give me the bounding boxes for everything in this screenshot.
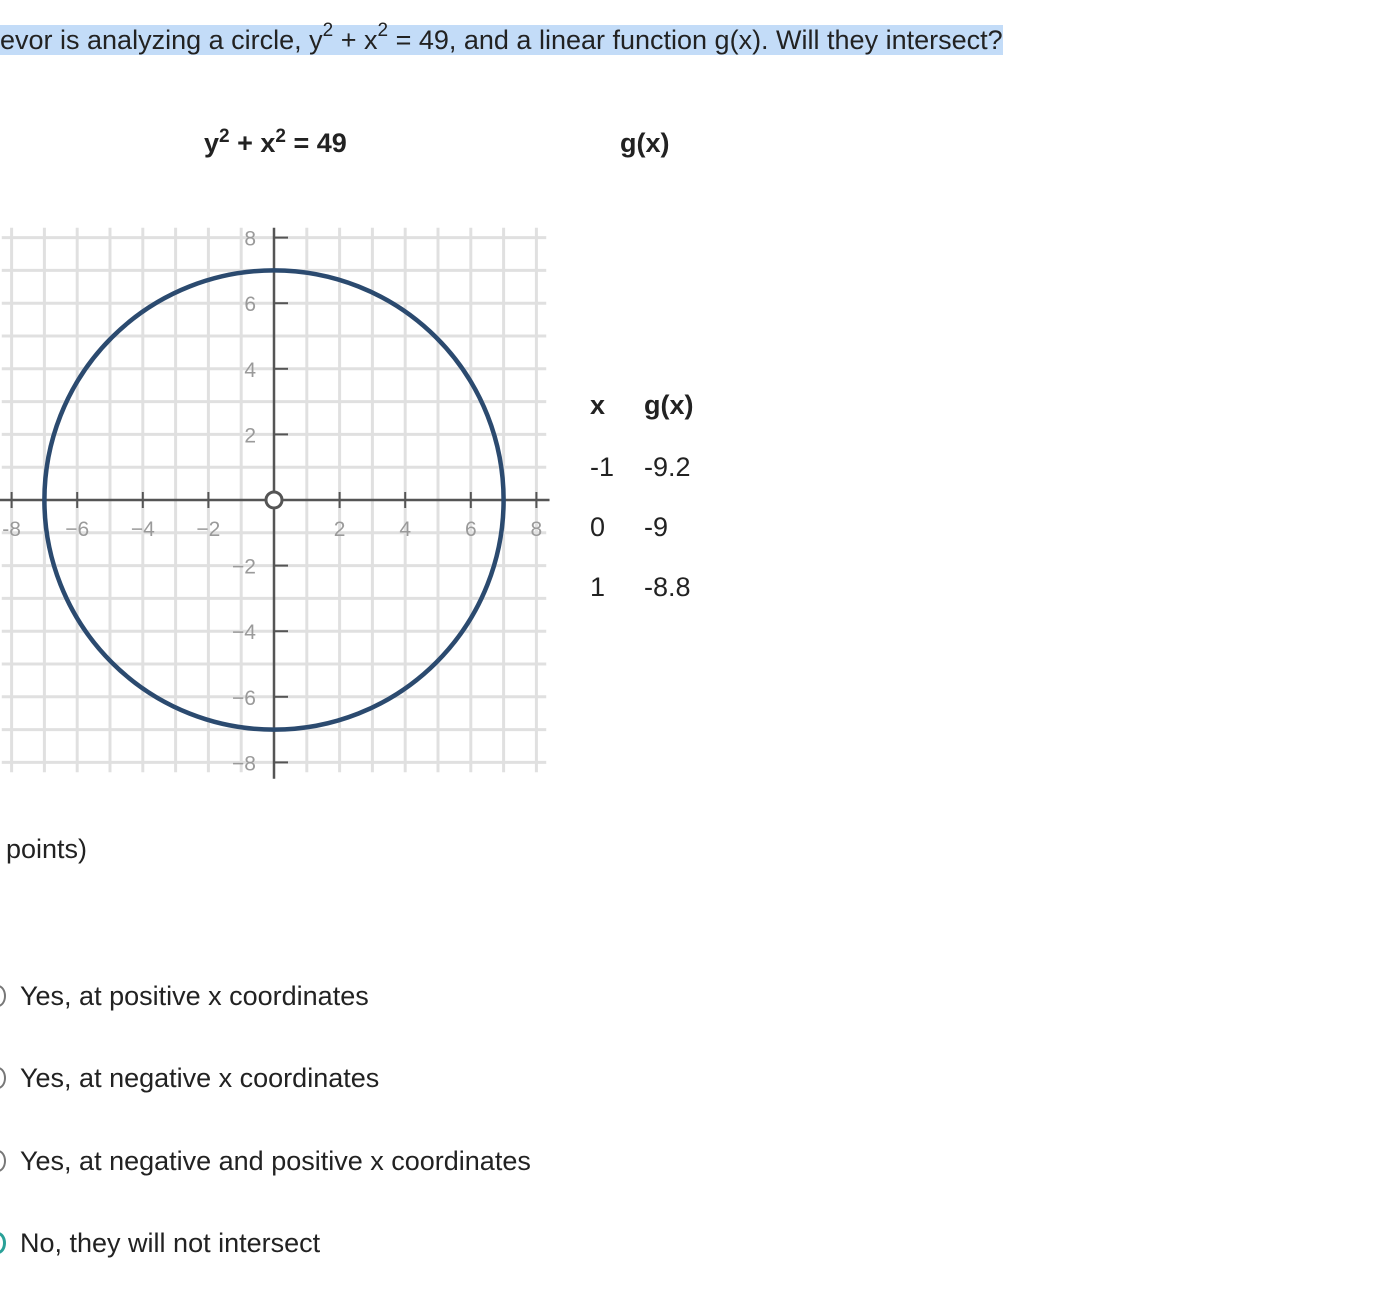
question-highlight: evor is analyzing a circle, $y^2 + x^2 = 49$, and a linear function g(x). Will they intersect? <box>0 20 1003 55</box>
x-tick-label: −4 <box>130 518 155 541</box>
x-tick-label: 8 <box>530 518 543 541</box>
points-label: points) <box>6 834 88 864</box>
y-tick-label: 8 <box>244 227 256 251</box>
y-tick-label: −4 <box>232 621 256 645</box>
table-cell-x: -1 <box>590 452 615 482</box>
origin-marker <box>266 492 282 508</box>
radio-button-selected[interactable] <box>0 1232 6 1254</box>
y-tick-label: −2 <box>232 555 256 579</box>
y-tick-label: 6 <box>244 293 256 317</box>
y-tick-label: 2 <box>244 424 256 448</box>
x-tick-label: −2 <box>196 518 221 541</box>
y-tick-label: −6 <box>232 686 256 710</box>
x-tick-label: -8 <box>2 518 21 541</box>
table-cell-gx: -9.2 <box>644 452 691 482</box>
x-tick-label: 2 <box>333 518 346 541</box>
x-tick-label: 6 <box>464 518 477 541</box>
table-cell-gx: -8.8 <box>644 572 691 602</box>
y-tick-label: 4 <box>244 358 256 382</box>
circle-equation-title: $y^2 + x^2 = 49$ <box>204 126 347 158</box>
table-cell-x: 1 <box>590 572 606 602</box>
table-header-x: x <box>590 390 606 420</box>
radio-button[interactable] <box>0 1067 6 1089</box>
function-title: g(x) <box>620 128 670 158</box>
table-cell-gx: -9 <box>644 512 669 542</box>
radio-button[interactable] <box>0 985 6 1007</box>
answer-option-label: Yes, at negative x coordinates <box>20 1063 380 1093</box>
radio-button[interactable] <box>0 1150 6 1172</box>
y-tick-label: −8 <box>232 752 256 776</box>
x-tick-label: 4 <box>399 518 412 541</box>
circle-graph <box>0 220 560 780</box>
table-cell-x: 0 <box>590 512 606 542</box>
answer-option-label: No, they will not intersect <box>20 1228 321 1258</box>
answer-option-label: Yes, at positive x coordinates <box>20 981 369 1011</box>
x-tick-label: −6 <box>65 518 90 541</box>
table-header-gx: g(x) <box>644 390 694 420</box>
answer-option-label: Yes, at negative and positive x coordinates <box>20 1146 531 1176</box>
question-text <box>0 22 1003 58</box>
